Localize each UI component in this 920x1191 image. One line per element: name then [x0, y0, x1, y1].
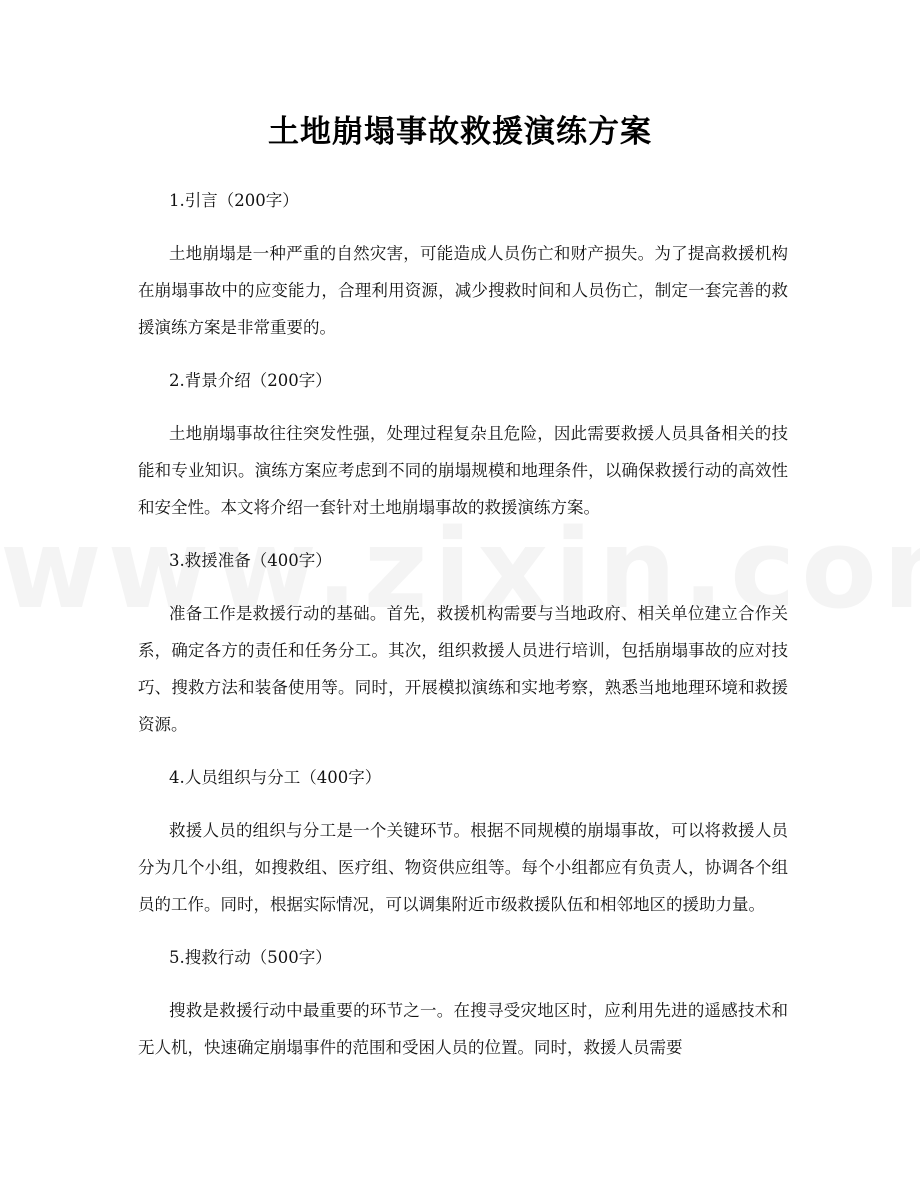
page-title: 土地崩塌事故救援演练方案: [268, 114, 652, 150]
section-preparation: [138, 542, 788, 743]
section-heading: 3.救援准备（400字）: [169, 551, 332, 570]
section-paragraph: 准备工作是救援行动的基础。首先，救援机构需要与当地政府、相关单位建立合作关系，确定各方的责任和任务分工。其次，组织救援人员进行培训，包括崩塌事故的应对技巧、搜救方法和装备使用等。同时，开展模拟演练和实地考察，熟悉当地地理环境和救援资源。: [138, 604, 788, 734]
document-body: [138, 182, 788, 1082]
section-introduction: [138, 182, 788, 346]
section-heading: 1.引言（200字）: [169, 191, 299, 210]
section-paragraph: 搜救是救援行动中最重要的环节之一。在搜寻受灾地区时，应利用先进的遥感技术和无人机，快速确定崩塌事件的范围和受困人员的位置。同时，救援人员需要: [138, 1001, 788, 1057]
section-heading: 4.人员组织与分工（400字）: [169, 768, 382, 787]
section-organization: [138, 759, 788, 923]
section-background: [138, 362, 788, 526]
section-heading: 5.搜救行动（500字）: [169, 948, 332, 967]
section-paragraph: 土地崩塌是一种严重的自然灾害，可能造成人员伤亡和财产损失。为了提高救援机构在崩塌事故中的应变能力，合理利用资源，减少搜救时间和人员伤亡，制定一套完善的救援演练方案是非常重要的。: [138, 244, 788, 337]
section-paragraph: 救援人员的组织与分工是一个关键环节。根据不同规模的崩塌事故，可以将救援人员分为几个小组，如搜救组、医疗组、物资供应组等。每个小组都应有负责人，协调各个组员的工作。同时，根据实际情况，可以调集附近市级救援队伍和相邻地区的援助力量。: [138, 821, 788, 914]
section-heading: 2.背景介绍（200字）: [169, 371, 332, 390]
section-search-rescue: [138, 939, 788, 1066]
section-paragraph: 土地崩塌事故往往突发性强，处理过程复杂且危险，因此需要救援人员具备相关的技能和专业知识。演练方案应考虑到不同的崩塌规模和地理条件，以确保救援行动的高效性和安全性。本文将介绍一套针对土地崩塌事故的救援演练方案。: [138, 424, 788, 517]
